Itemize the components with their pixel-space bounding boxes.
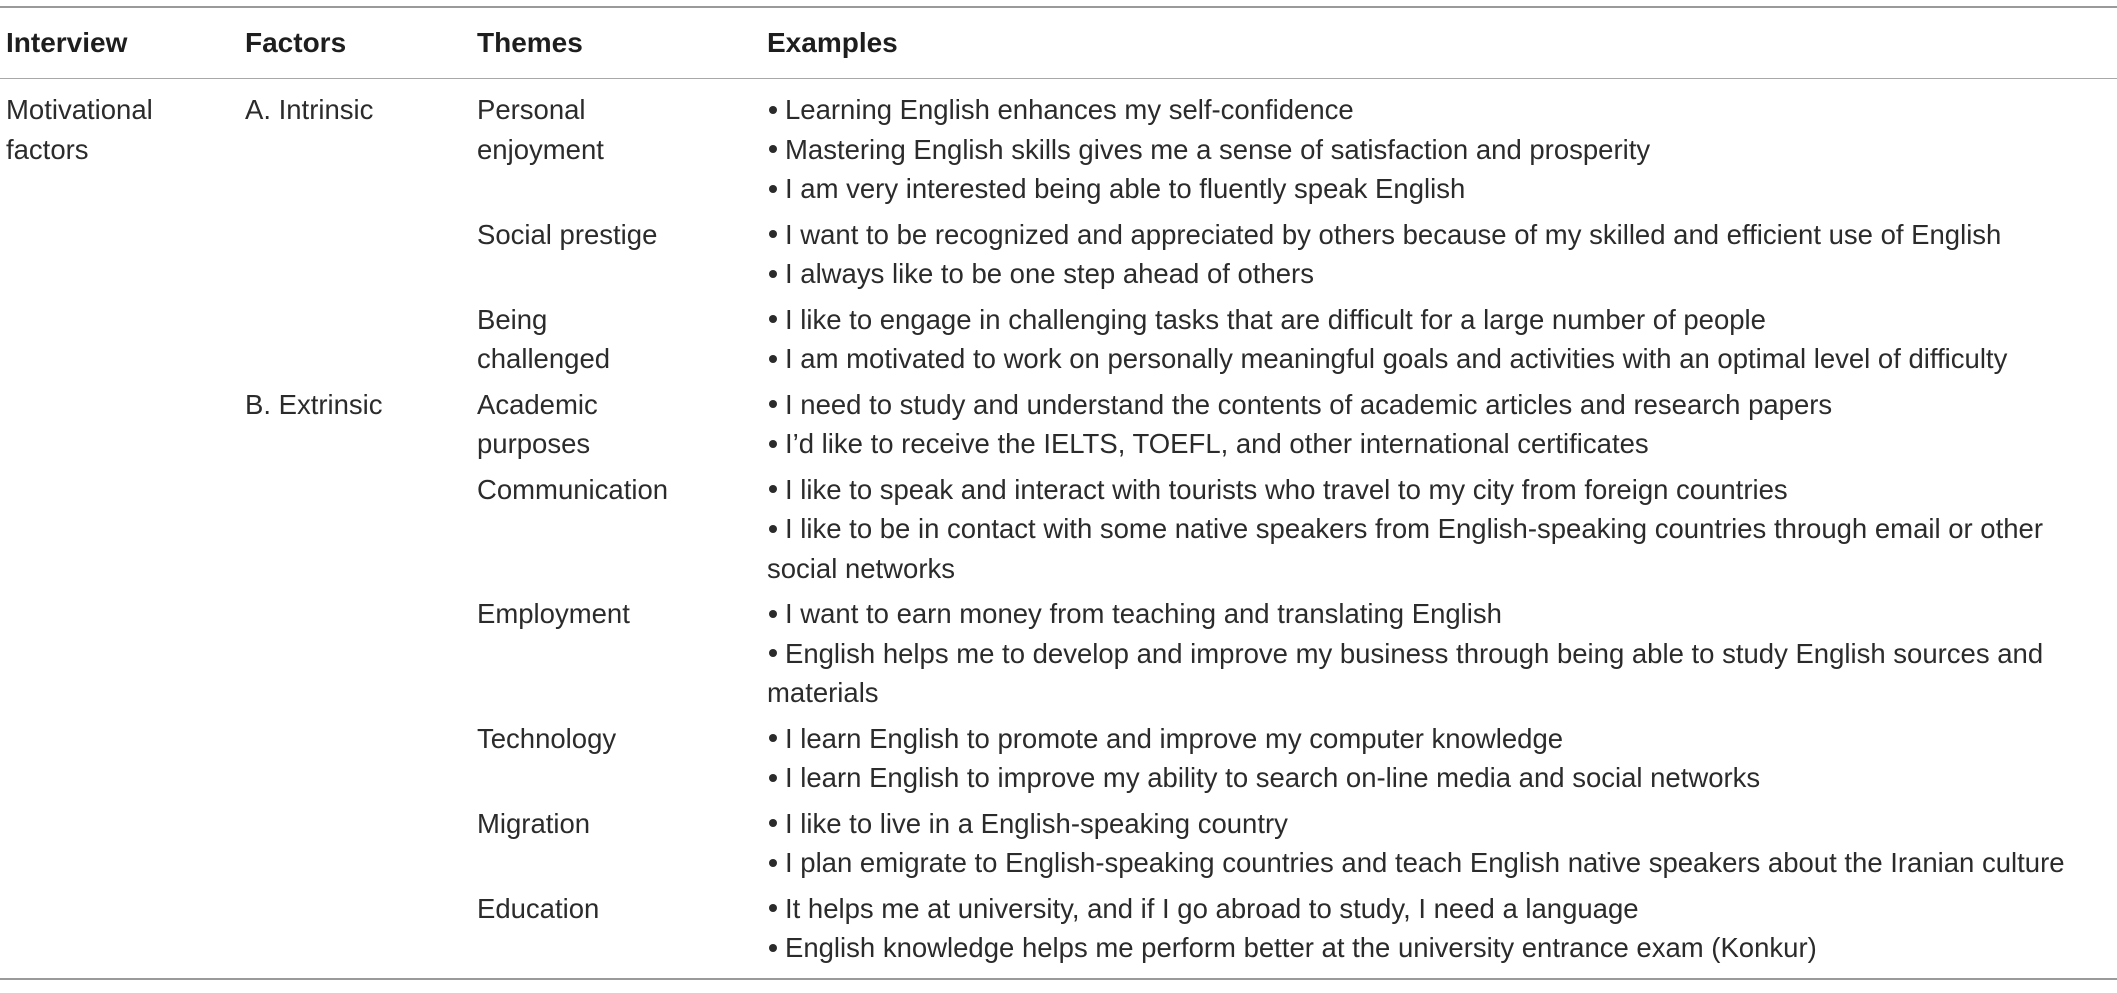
bullet-icon bbox=[769, 315, 777, 323]
example-text: I need to study and understand the contents of academic articles and research papers bbox=[785, 388, 1833, 420]
cell-factor bbox=[245, 889, 477, 968]
example-item bbox=[767, 509, 2097, 588]
theme-label: Personal enjoyment bbox=[477, 94, 604, 165]
cell-factor bbox=[245, 385, 477, 464]
cell-theme bbox=[477, 889, 767, 968]
factor-label: A. Intrinsic bbox=[245, 94, 374, 125]
bullet-icon bbox=[769, 525, 777, 533]
cell-examples bbox=[767, 889, 2117, 968]
cell-theme bbox=[477, 804, 767, 883]
example-item bbox=[767, 424, 2097, 464]
cell-theme bbox=[477, 594, 767, 713]
cell-examples bbox=[767, 719, 2117, 798]
example-text: I learn English to improve my ability to search on-line media and social networks bbox=[785, 762, 1761, 793]
cell-interview bbox=[0, 889, 245, 968]
bullet-icon bbox=[769, 734, 777, 742]
table-row bbox=[0, 79, 2117, 209]
cell-interview bbox=[0, 719, 245, 798]
header-interview: Interview bbox=[6, 27, 128, 58]
cell-interview bbox=[0, 594, 245, 713]
theme-label: Being challenged bbox=[477, 303, 611, 374]
cell-theme bbox=[477, 719, 767, 798]
cell-theme bbox=[477, 215, 767, 294]
example-text: Learning English enhances my self-confidence bbox=[785, 94, 1354, 125]
example-item bbox=[767, 843, 2097, 883]
theme-label: Migration bbox=[477, 807, 591, 839]
example-text: I always like to be one step ahead of others bbox=[785, 258, 1314, 289]
example-text: I am very interested being able to fluently speak English bbox=[785, 173, 1466, 204]
bullet-icon bbox=[769, 819, 777, 827]
theme-label: Education bbox=[477, 892, 600, 924]
example-item bbox=[767, 215, 2097, 255]
example-item bbox=[767, 339, 2097, 379]
example-item bbox=[767, 300, 2097, 340]
cell-interview bbox=[0, 470, 245, 589]
example-item bbox=[767, 470, 2097, 510]
table-row bbox=[0, 379, 2117, 464]
table-body bbox=[0, 79, 2117, 968]
bullet-icon bbox=[769, 944, 777, 952]
cell-interview bbox=[0, 215, 245, 294]
example-text: I like to live in a English-speaking country bbox=[785, 807, 1288, 839]
example-item bbox=[767, 928, 2097, 968]
table-row bbox=[0, 464, 2117, 589]
example-item bbox=[767, 758, 2097, 798]
cell-factor bbox=[245, 300, 477, 379]
cell-theme bbox=[477, 90, 767, 209]
example-text: I like to engage in challenging tasks that are difficult for a large number of people bbox=[785, 303, 1766, 335]
example-item bbox=[767, 130, 2097, 170]
theme-label: Communication bbox=[477, 473, 669, 505]
cell-examples bbox=[767, 804, 2117, 883]
example-text: I am motivated to work on personally meaningful goals and activities with an optimal level of difficulty bbox=[785, 343, 2008, 374]
cell-interview bbox=[0, 90, 245, 209]
example-item bbox=[767, 90, 2097, 130]
bullet-icon bbox=[769, 774, 777, 782]
bullet-icon bbox=[769, 610, 777, 618]
cell-examples bbox=[767, 90, 2117, 209]
example-text: English knowledge helps me perform better at the university entrance exam (Konkur) bbox=[785, 932, 1817, 963]
bullet-icon bbox=[769, 230, 777, 238]
example-text: I want to earn money from teaching and translating English bbox=[785, 598, 1502, 629]
bullet-icon bbox=[769, 106, 777, 114]
cell-factor bbox=[245, 804, 477, 883]
factor-label: B. Extrinsic bbox=[245, 388, 383, 420]
cell-factor bbox=[245, 215, 477, 294]
example-item bbox=[767, 634, 2097, 713]
table-row bbox=[0, 209, 2117, 294]
bullet-icon bbox=[769, 485, 777, 493]
bullet-icon bbox=[769, 270, 777, 278]
cell-interview bbox=[0, 385, 245, 464]
interview-label: Motivational factors bbox=[6, 94, 153, 165]
cell-examples bbox=[767, 385, 2117, 464]
cell-theme bbox=[477, 470, 767, 589]
bullet-icon bbox=[769, 440, 777, 448]
cell-examples bbox=[767, 300, 2117, 379]
example-text: I like to be in contact with some native speakers from English-speaking countries through email or other social networks bbox=[767, 513, 2043, 584]
table-row bbox=[0, 713, 2117, 798]
example-text: I’d like to receive the IELTS, TOEFL, and other international certificates bbox=[785, 428, 1649, 459]
cell-factor bbox=[245, 594, 477, 713]
cell-factor bbox=[245, 470, 477, 589]
cell-factor bbox=[245, 90, 477, 209]
bullet-icon bbox=[769, 145, 777, 153]
bullet-icon bbox=[769, 185, 777, 193]
bullet-icon bbox=[769, 355, 777, 363]
cell-examples bbox=[767, 470, 2117, 589]
bullet-icon bbox=[769, 859, 777, 867]
theme-label: Technology bbox=[477, 722, 617, 754]
table-row bbox=[0, 588, 2117, 713]
example-text: I plan emigrate to English-speaking countries and teach English native speakers about the Iranian culture bbox=[785, 847, 2065, 878]
example-item bbox=[767, 169, 2097, 209]
example-text: English helps me to develop and improve my business through being able to study English sources and materials bbox=[767, 637, 2044, 708]
example-item bbox=[767, 804, 2097, 844]
table-row bbox=[0, 883, 2117, 968]
header-examples: Examples bbox=[767, 27, 898, 58]
header-factors: Factors bbox=[245, 27, 347, 58]
example-item bbox=[767, 719, 2097, 759]
cell-factor bbox=[245, 719, 477, 798]
example-item bbox=[767, 594, 2097, 634]
example-item bbox=[767, 889, 2097, 929]
cell-examples bbox=[767, 215, 2117, 294]
table-row bbox=[0, 294, 2117, 379]
example-text: I learn English to promote and improve my computer knowledge bbox=[785, 722, 1564, 754]
example-item bbox=[767, 254, 2097, 294]
theme-label: Academic purposes bbox=[477, 388, 598, 459]
cell-theme bbox=[477, 385, 767, 464]
cell-examples bbox=[767, 594, 2117, 713]
table-header-row bbox=[0, 8, 2117, 78]
bullet-icon bbox=[769, 400, 777, 408]
bullet-icon bbox=[769, 904, 777, 912]
example-item bbox=[767, 385, 2097, 425]
example-text: I want to be recognized and appreciated by others because of my skilled and efficient use of English bbox=[785, 218, 2002, 250]
table-row bbox=[0, 798, 2117, 883]
cell-interview bbox=[0, 300, 245, 379]
example-text: Mastering English skills gives me a sense of satisfaction and prosperity bbox=[785, 133, 1651, 165]
table-bottom-rule bbox=[0, 978, 2117, 980]
cell-interview bbox=[0, 804, 245, 883]
data-table bbox=[0, 6, 2117, 980]
header-themes: Themes bbox=[477, 27, 583, 58]
cell-theme bbox=[477, 300, 767, 379]
example-text: It helps me at university, and if I go abroad to study, I need a language bbox=[785, 892, 1639, 924]
theme-label: Employment bbox=[477, 598, 630, 629]
example-text: I like to speak and interact with tourists who travel to my city from foreign countries bbox=[785, 473, 1788, 505]
bullet-icon bbox=[769, 649, 777, 657]
theme-label: Social prestige bbox=[477, 218, 658, 250]
